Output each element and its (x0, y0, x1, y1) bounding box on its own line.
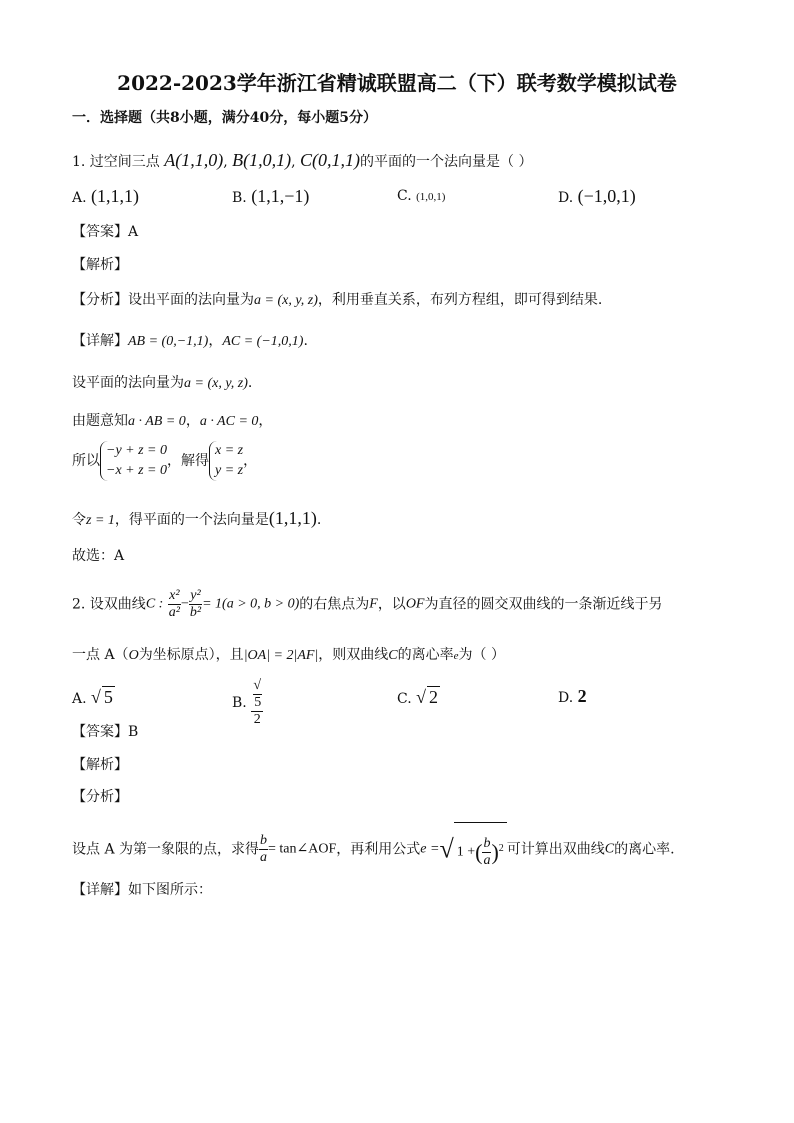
section-heading: 一．选择题（共8小题，满分40分，每小题5分） (72, 110, 377, 126)
q2-fenxi: 设点 A 为第一象限的点，求得 $\frac{b}{a}$ = tan∠AOF，再利用公式e =√ 1 +( $\frac{b}{a}$ )$^2$ 可计算出双曲线C的离心率. (72, 822, 754, 877)
q2-option-c: C. √ 2 (397, 687, 439, 707)
q2-jiexi: 【解析】 (72, 757, 128, 773)
q1-point-b: B(1,0,1) (232, 150, 292, 170)
q2-option-a: A. √ 5 (72, 687, 113, 707)
q2-stem: 2. 设双曲线C : $\frac{\text{x²}}{\text{a²}}$ − $\frac{\text{y²}}{\text{b²}}$ = 1(a > 0, b > 0)的右焦点为F，以OF为直径的圆交双曲线的一条渐近线于另 (72, 588, 663, 620)
q1-point-c: C(0,1,1) (300, 150, 361, 170)
q1-point-a: A(1,1,0) (164, 150, 224, 170)
q1-answer: 【答案】A (72, 224, 139, 240)
q2-sqrt-expr: 1 +( $\frac{b}{a}$ )$^2$ (454, 822, 507, 877)
q1-solution-system: x = z y = z (209, 441, 243, 481)
q1-system: 所以 −y + z = 0 −x + z = 0 ，解得 x = z y = z ， (72, 441, 754, 481)
q1-stem-tail: 的平面的一个法向量是（ ） (360, 154, 533, 170)
q1-equation-system: −y + z = 0 −x + z = 0 (100, 441, 167, 481)
q2-fenxi-tag: 【分析】 (72, 789, 128, 805)
q1-option-c: C. (1,0,1) (397, 188, 446, 204)
q1-xiangjie: 【详解】AB = (0,−1,1)，AC = (−1,0,1). (72, 333, 308, 349)
q2-answer: 【答案】B (72, 724, 139, 740)
q2-stem-line2: 一点 A（O为坐标原点），且|OA| = 2|AF|，则双曲线C的离心率e为（ ） (72, 647, 505, 663)
q1-conclusion: 令z = 1，得平面的一个法向量是(1,1,1). (72, 508, 322, 528)
page-title: 2022-2023学年浙江省精诚联盟高二（下）联考数学模拟试卷 (117, 71, 677, 95)
q2-frac-y: $\frac{\text{y²}}{\text{b²}}$ (189, 588, 202, 620)
q2-option-d: D. 2 (558, 686, 587, 706)
q1-option-b: B. (1,1,−1) (232, 186, 310, 206)
q1-jiexi: 【解析】 (72, 257, 128, 273)
q1-stem: 1. 过空间三点 A(1,1,0), B(1,0,1), C(0,1,1)的平面的一个法向量是（ ） (72, 150, 533, 170)
q1-final-choice: 故选：A (72, 548, 125, 564)
q1-option-a: A. (1,1,1) (72, 186, 140, 206)
q2-frac-x: $\frac{\text{x²}}{\text{a²}}$ (168, 588, 180, 620)
q1-fenxi: 【分析】设出平面的法向量为a = (x, y, z)，利用垂直关系，布列方程组，即可得到结果. (72, 292, 603, 308)
q2-xiangjie: 【详解】如下图所示： (72, 882, 212, 898)
q1-set-normal: 设平面的法向量为a = (x, y, z). (72, 375, 253, 391)
q2-option-b: B. √ 5 2 (232, 678, 262, 727)
q1-stem-text: 1. 过空间三点 (72, 154, 160, 170)
q2-frac-ba: $\frac{b}{a}$ (260, 832, 268, 865)
q1-option-d: D. (−1,0,1) (558, 186, 636, 206)
q1-dot-conditions: 由题意知a · AB = 0，a · AC = 0， (72, 413, 273, 429)
